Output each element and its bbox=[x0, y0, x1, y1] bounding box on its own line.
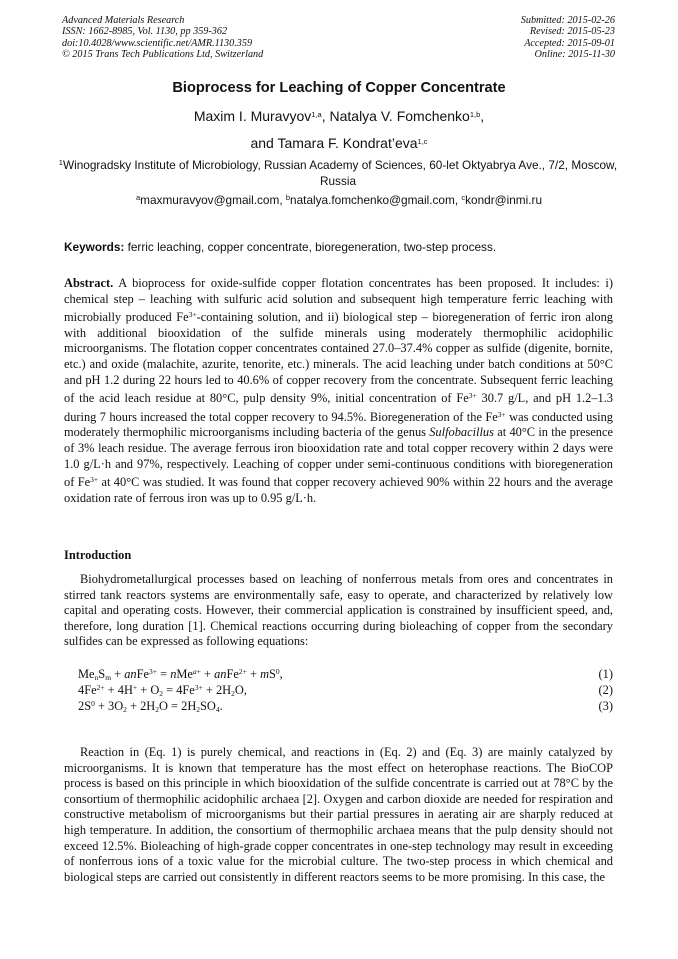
abstract-text: was conducted using moderately thermophilic microorganisms including bacteria of the genus bbox=[64, 409, 613, 440]
abstract-text: 30.7 g/L, and pH 1.2–1.3 during 7 hours increased the total copper recovery to 94.5%. Bioregeneration of the Fe bbox=[64, 391, 614, 424]
revised-date: Revised: 2015-05-23 bbox=[529, 26, 615, 38]
author-name: Natalya V. Fomchenko bbox=[329, 108, 470, 124]
abstract-label: Abstract. bbox=[64, 276, 114, 290]
submission-dates bbox=[521, 15, 615, 61]
affiliation-sup: 1 bbox=[58, 158, 63, 167]
author-list: Maxim I. Muravyov$^{1,a}$, Natalya V. Fomchenko$^{1,b}$, and Tamara F. Kondrat’eva$^{1,c}$ bbox=[193, 108, 485, 151]
email-link[interactable]: maxmuravyov@gmail.com bbox=[140, 193, 280, 207]
section-heading: Introduction bbox=[64, 548, 132, 562]
author-emails: $^a$maxmuravyov@gmail.com, $^b$natalya.fomchenko@gmail.com, $^c$kondr@inmi.ru bbox=[135, 193, 543, 207]
equation-number: (1) bbox=[598, 667, 613, 681]
submitted-date: Submitted: 2015-02-26 bbox=[520, 15, 615, 26]
abstract-text: at 40°C was studied. It was found that copper recovery achieved 90% within 22 hours and the average oxidation rate of ferrous iron was up to 0.95 g/L·h. bbox=[64, 475, 614, 505]
affiliation bbox=[58, 155, 618, 189]
author-name: Maxim I. Muravyov bbox=[193, 108, 312, 124]
paper-title: Bioprocess for Leaching of Copper Concentrate bbox=[172, 80, 506, 96]
genus-name: Sulfobacillus bbox=[429, 425, 494, 440]
author-sup: 1,b bbox=[469, 110, 481, 119]
abstract-text: A bioprocess for oxide-sulfide copper flotation concentrates has been proposed. It includes: i) chemical step – leaching with sulfuric acid solution and subsequent high temperature ferric leaching with microbially produced Fe bbox=[64, 276, 613, 325]
journal-issn: ISSN: 1662-8985, Vol. 1130, pp 359-362 bbox=[62, 26, 228, 38]
author-name: and Tamara F. Kondrat’eva bbox=[250, 135, 418, 151]
author-sup: 1,a bbox=[311, 110, 322, 119]
journal-doi: doi:10.4028/www.scientific.net/AMR.1130.359 bbox=[62, 37, 253, 49]
intro-paragraph: Biohydrometallurgical processes based on leaching of nonferrous metals from ores and concentrates in stirred tank reactors systems are environmentally safe, easy to operate, and characterized by relatively low capital and operating costs. However, their commercial application is constrained by insufficient speed, and, therefore, long duration [1]. Chemical reactions occurring during bioleaching of copper from the secondary sulfides can be expressed as following equations: bbox=[64, 572, 613, 649]
journal-copyright: © 2015 Trans Tech Publications Ltd, Switzerland bbox=[62, 49, 264, 61]
email-link[interactable]: kondr@inmi.ru bbox=[465, 193, 543, 207]
keywords-label: Keywords: bbox=[64, 240, 125, 254]
author-sup: 1,c bbox=[417, 137, 428, 146]
abstract: Abstract. A bioprocess for oxide-sulfide copper flotation concentrates has been proposed. It includes: i) chemical step – leaching with sulfuric acid solution and subsequent high temperature ferric leaching with microbially produced $Fe^{3+}$-containing solution, and ii) biological step – bioregeneration of ferric iron along with additional biooxidation of the sulfide minerals using moderately thermophilic acidophilic microorganisms. The flotation copper concentrates contained 27.0–37.4% copper as sulfide (digenite, bornite, etc.) and oxide (malachite, azurite, tenorite, etc.) minerals. The acid leaching under batch conditions at 50°C and pH 1.2 during 22 hours led to 40.6% of copper recovery from the concentrate. Subsequent ferric leaching of the acid leach residue at 80°C, pulp density 9%, initial concentration of $Fe^{3+}$ 30.7 g/L, and pH 1.2–1.3 during 7 hours increased the total copper recovery to 94.5%. Bioregeneration of the $Fe^{3+}$ was conducted using moderately thermophilic microorganisms including bacteria of the genus Sulfobacillus at 40°C in the presence of 3% leach residue. The average ferrous iron biooxidation rate and total copper recovery within 2 days were 1.0 g/L·h and 97%, respectively. Leaching of copper under semi-continuous conditions with bioregeneration of $Fe^{3+}$ at 40°C was studied. It was found that copper recovery achieved 90% within 22 hours and the average oxidation rate of ferrous iron was up to 0.95 g/L·h. bbox=[64, 276, 614, 505]
abstract-text: -containing solution, and ii) biological step – bioregeneration of ferric iron along with additional biooxidation of the sulfide minerals using moderately thermophilic acidophilic microorganisms. The flotation copper concentrates contained 27.0–37.4% copper as sulfide (digenite, bornite, etc.) and oxide (malachite, azurite, tenorite, etc.) minerals. The acid leaching under batch conditions at 50°C and pH 1.2 during 22 hours led to 40.6% of copper recovery from the concentrate. Subsequent ferric leaching of the acid leach residue at 80°C, pulp density 9%, initial concentration of Fe bbox=[64, 310, 613, 406]
equation-2: $4Fe^{2+} + 4H^+ + O_2 = 4Fe^{3+} + 2H_2O$, (2) bbox=[78, 683, 613, 698]
online-date: Online: 2015-11-30 bbox=[534, 49, 615, 61]
equation-number: (2) bbox=[598, 683, 613, 697]
journal-info bbox=[62, 15, 263, 61]
keywords bbox=[64, 240, 496, 254]
accepted-date: Accepted: 2015-09-01 bbox=[524, 37, 615, 49]
equation-number: (3) bbox=[598, 699, 613, 713]
affiliation-text: Winogradsky Institute of Microbiology, Russian Academy of Sciences, 60-let Oktyabrya Ave., 7/2, Moscow, Russia bbox=[62, 158, 618, 188]
email-link[interactable]: natalya.fomchenko@gmail.com bbox=[290, 193, 455, 207]
abstract-text: at 40°C in the presence of 3% leach residue. The average ferrous iron biooxidation rate and total copper recovery within 2 days were 1.0 g/L·h and 97%, respectively. Leaching of copper under semi-continuous conditions with bioregeneration of Fe bbox=[64, 425, 613, 490]
journal-name: Advanced Materials Research bbox=[62, 15, 185, 26]
equation-3: $2S^0 + 3O_2 + 2H_2O = 2H_2SO_4$. (3) bbox=[78, 699, 613, 714]
intro-paragraph: Reaction in (Eq. 1) is purely chemical, and reactions in (Eq. 2) and (Eq. 3) are mainly catalyzed by microorganisms. It is known that temperature has the most effect on heterophase reactions. The BioCOP process is based on this principle in which biooxidation of the sulfide concentrate is carried out at 78°C by the consortium of thermophilic acidophilic archaea [2]. Oxygen and carbon dioxide are needed for respiration and constructive metabolism of microorganisms but their partial pressures in aerating air are sharply reduced at high temperature. In addition, the consortium of thermophilic archaea means that the pulp density should not exceed 12.5%. Bioleaching of high-grade copper concentrates in one-step technology may result in exceeding of nonferrous ions of a toxic value for the microbial culture. The two-step process in which chemical and biological steps are carried out consistently in different reactors seems to be more promising. In this case, the bbox=[64, 745, 613, 884]
equation-1: $Me_nS_m$ + anFe$^{3+}$ = nMe$^{a+}$ + anFe$^{2+}$ + $mS^0$, (1) bbox=[78, 667, 613, 682]
keywords-text: ferric leaching, copper concentrate, bioregeneration, two-step process. bbox=[127, 240, 497, 254]
